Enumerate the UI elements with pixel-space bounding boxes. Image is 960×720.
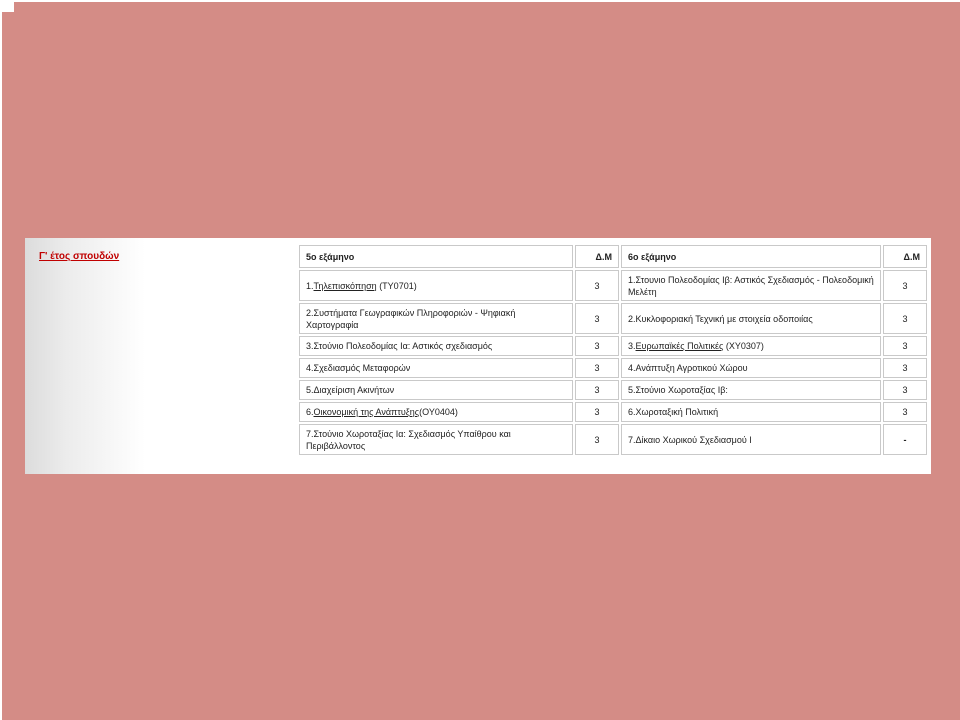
dm-cell-sem6: 3 [883,358,927,378]
left-shadow-strip [25,238,145,474]
course-cell-sem5 [299,380,573,400]
table-row [299,358,927,378]
dm-cell-sem6: 3 [883,336,927,356]
table-row [299,303,927,334]
dm-cell-sem6: 3 [883,380,927,400]
table-row [299,402,927,422]
course-prefix: 3.Στούνιο Πολεοδομίας Ια: Αστικός σχεδιασμός [306,341,493,351]
course-cell-sem5 [299,336,573,356]
course-prefix: 4.Σχεδιασμός Μεταφορών [306,363,411,373]
course-cell-sem5 [299,402,573,422]
course-link[interactable]: Ευρωπαϊκές Πολιτικές [635,341,724,351]
dm-cell-sem5: 3 [575,358,619,378]
course-cell-sem6 [621,380,881,400]
header-row [299,245,927,268]
header-sem5: 5ο εξάμηνο [299,245,573,268]
course-prefix: 7.Στούνιο Χωροταξίας Ια: Σχεδιασμός Υπαίθρου και Περιβάλλοντος [306,428,511,451]
table-row [299,336,927,356]
course-prefix: 6. [306,407,314,417]
table-row [299,424,927,455]
course-cell-sem5 [299,303,573,334]
course-link[interactable]: Οικονομική της Ανάπτυξης [313,407,420,417]
course-prefix: 6.Χωροταξική Πολιτική [628,407,719,417]
course-cell-sem6 [621,402,881,422]
course-prefix: 1.Στουνιο Πολεοδομίας Ιβ: Αστικός Σχεδιασμός - Πολεοδομική Μελέτη [628,274,874,297]
header-dm-sem5: Δ.Μ [575,245,619,268]
course-prefix: 5.Στούνιο Χωροταξίας Ιβ: [628,385,728,395]
dm-cell-sem5: 3 [575,270,619,301]
page-edge-corner [0,0,14,12]
dm-dash: - [903,434,907,445]
course-prefix: 2.Συστήματα Γεωγραφικών Πληροφοριών - Ψηφιακή Χαρτογραφία [306,307,516,330]
dm-cell-sem5: 3 [575,380,619,400]
course-cell-sem5 [299,358,573,378]
course-cell-sem5 [299,424,573,455]
year-title-link[interactable]: Γ' έτος σπουδών [39,251,120,262]
courses-table [297,243,929,457]
page-edge-top [0,0,960,2]
dm-cell-sem5: 3 [575,303,619,334]
dm-cell-sem6: 3 [883,270,927,301]
course-prefix: 5.Διαχείριση Ακινήτων [306,385,395,395]
dm-cell-sem5: 3 [575,336,619,356]
dm-cell-sem5: 3 [575,402,619,422]
course-prefix: 7.Δίκαιο Χωρικού Σχεδιασμού Ι [628,434,752,445]
course-suffix: (ΤΥ0701) [376,280,417,291]
course-cell-sem6 [621,336,881,356]
curriculum-screenshot [25,238,931,474]
course-cell-sem5 [299,270,573,301]
header-dm-sem6: Δ.Μ [883,245,927,268]
dm-cell-sem6: 3 [883,303,927,334]
dm-cell-sem6 [883,424,927,455]
table-row [299,270,927,301]
course-suffix: (ΧΥ0307) [723,341,764,351]
course-cell-sem6 [621,303,881,334]
page-edge-left [0,0,2,720]
course-prefix: 3. [628,341,636,351]
course-prefix: 1. [306,280,314,291]
course-cell-sem6 [621,358,881,378]
course-prefix: 2.Κυκλοφοριακή Τεχνική με στοιχεία οδοποιίας [628,313,813,324]
dm-cell-sem6: 3 [883,402,927,422]
course-cell-sem6 [621,270,881,301]
course-link[interactable]: Τηλεπισκόπηση [313,280,377,291]
course-cell-sem6 [621,424,881,455]
header-sem6: 6ο εξάμηνο [621,245,881,268]
course-suffix: (ΟΥ0404) [419,407,458,417]
course-prefix: 4.Ανάπτυξη Αγροτικού Χώρου [628,363,748,373]
dm-cell-sem5: 3 [575,424,619,455]
table-row [299,380,927,400]
